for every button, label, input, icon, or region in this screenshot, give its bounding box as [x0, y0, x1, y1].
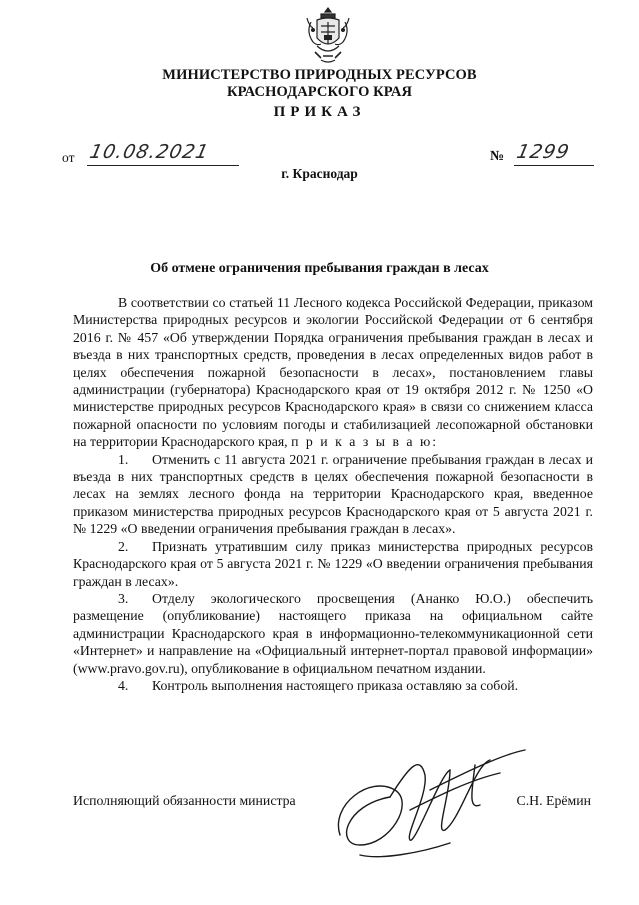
item-text: Отделу экологического просвещения (Ананко Ю.О.) обеспечить размещение (опубликование) настоящего приказа на официальном сайте администрации Краснодарского края в информационно-телекоммуникационной сети «Интернет» и направление на «Официальный интернет-портал правовой информации» (www.pravo.gov.ru), опубликование в официальном печатном издании. [73, 590, 593, 676]
list-item [73, 538, 593, 590]
item-number: 2. [118, 538, 129, 554]
item-text: Отменить с 11 августа 2021 г. ограничение пребывания граждан в лесах и въезда в них транспортных средств в целях обеспечения пожарной безопасности в лесах на землях лесного фонда на территории Краснодарского края, введенное приказом министерства природных ресурсов Краснодарского края от 5 августа 2021 г. № 1229 «О введении ограничения пребывания граждан в лесах». [73, 451, 593, 537]
preamble-text: В соответствии со статьей 11 Лесного кодекса Российской Федерации, приказом Министерства природных ресурсов и экологии Российской Федерации от 6 сентября 2016 г. № 457 «Об утверждении Порядка ограничения пребывания граждан в лесах и въезда в них транспортных средств, проведения в лесах определенных видов работ в целях обеспечения пожарной безопасности в лесах», постановлением главы администрации (губернатора) Краснодарского края от 19 октября 2012 г. № 1250 «О министерстве природных ресурсов Краснодарского края» в связи со снижением класса пожарной опасности по условиям погоды и стабилизацией лесопожарной обстановки на территории Краснодарского края, [73, 295, 593, 450]
item-number: 4. [118, 677, 129, 693]
document-type: ПРИКАЗ [273, 104, 366, 120]
list-item [73, 590, 593, 677]
handwritten-number: 1299 [514, 141, 572, 163]
document-body [73, 294, 593, 694]
ministry-name-line1: МИНИСТЕРСТВО ПРИРОДНЫХ РЕСУРСОВ [162, 67, 477, 83]
item-text: Признать утратившим силу приказ министерства природных ресурсов Краснодарского края от 5 августа 2021 г. № 1229 «О введении ограничения пребывания граждан в лесах». [73, 538, 593, 589]
ministry-name-line2: КРАСНОДАРСКОГО КРАЯ [226, 84, 413, 100]
signatory-name: С.Н. Ерёмин [516, 793, 591, 808]
number-sign: № [490, 149, 505, 164]
handwritten-signature [300, 735, 540, 875]
document-title: Об отмене ограничения пребывания граждан в лесах [150, 261, 489, 276]
list-item [73, 451, 593, 538]
item-number: 1. [118, 451, 129, 467]
item-number: 3. [118, 590, 129, 606]
order-word: п р и к а з ы в а ю: [291, 434, 439, 450]
date-prefix: от [62, 150, 75, 165]
list-item [73, 677, 593, 694]
item-text: Контроль выполнения настоящего приказа оставляю за собой. [152, 677, 519, 693]
handwritten-date: 10.08.2021 [87, 141, 212, 163]
city: г. Краснодар [281, 166, 358, 181]
signatory-position: Исполняющий обязанности министра [73, 793, 296, 808]
preamble-paragraph [73, 294, 593, 451]
coat-of-arms-icon [303, 6, 353, 66]
